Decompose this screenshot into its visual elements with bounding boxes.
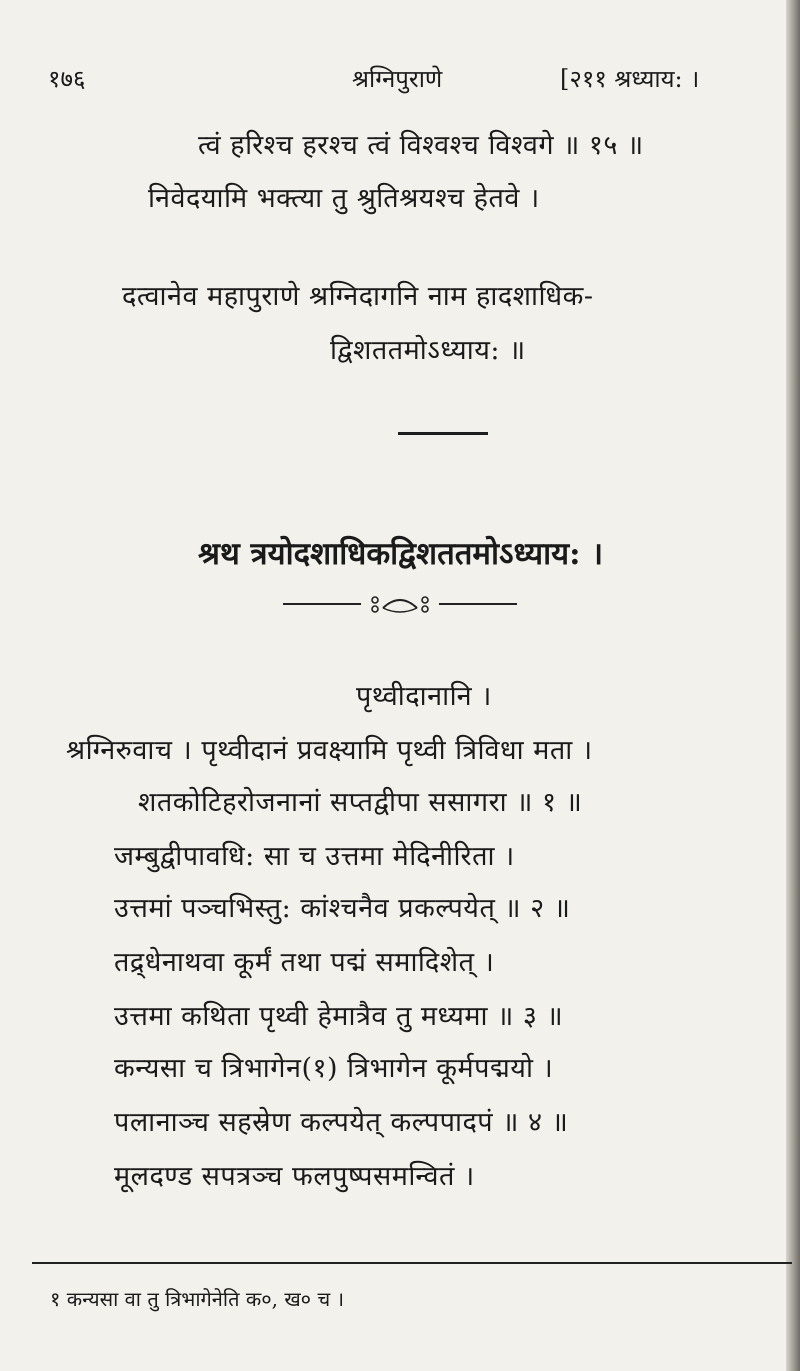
verse-line: उत्तमा कथिता पृथ्वी हेमात्रैव तु मध्यमा ॥ ३ ॥ [114, 1001, 564, 1032]
footnote: १ कन्यसा वा तु त्रिभागेनेति क०, ख० च । [50, 1287, 345, 1311]
section-divider [398, 432, 488, 435]
verse-line: जम्बुद्वीपावधि: सा च उत्तमा मेदिनीरिता । [114, 841, 515, 872]
verse-line: उत्तमां पञ्चभिस्तु: कांश्चनैव प्रकल्पयेत् ॥ २ ॥ [114, 893, 571, 924]
colophon-line: दत्वानेव महापुराणे श्रग्निदागनि नाम हादशाधिक- [122, 281, 594, 312]
chapter-heading: श्रथ त्रयोदशाधिकद्विशततमोऽध्याय: । [198, 536, 604, 572]
verse-line: निवेदयामि भक्त्या तु श्रुतिश्रयश्च हेतवे । [148, 183, 540, 214]
verse-line: शतकोटिहरोजनानां सप्तद्वीपा ससागरा ॥ १ ॥ [138, 787, 583, 818]
ornament-icon [365, 594, 435, 614]
verse-line: त्वं हरिश्च हरश्च त्वं विश्वश्च विश्वगे ॥ १५ ॥ [198, 130, 644, 161]
ornament-divider [0, 594, 800, 614]
footnote-divider [32, 1262, 792, 1264]
verse-line: कन्यसा च त्रिभागेन(१) त्रिभागेन कूर्मपद्मयो । [114, 1053, 554, 1084]
page-number: १७६ [48, 65, 86, 93]
verse-line: तद्र्धेनाथवा कूर्मं तथा पद्मं समादिशेत् । [114, 947, 495, 978]
chapter-topic: पृथ्वीदानानि । [356, 681, 492, 712]
verse-line: पलानाञ्च सहस्रेण कल्पयेत् कल्पपादपं ॥ ४ ॥ [114, 1107, 569, 1138]
verse-line: मूलदण्ड सपत्रञ्च फलपुष्पसमन्वितं । [114, 1161, 475, 1192]
running-title: श्रग्निपुराणे [352, 65, 443, 93]
colophon-line: द्विशततमोऽध्याय: ॥ [330, 335, 526, 366]
chapter-reference: [२११ श्रध्याय: । [560, 65, 700, 93]
verse-line: श्रग्निरुवाच । पृथ्वीदानं प्रवक्ष्यामि पृथ्वी त्रिविधा मता । [66, 735, 593, 766]
page-edge [786, 0, 800, 1371]
